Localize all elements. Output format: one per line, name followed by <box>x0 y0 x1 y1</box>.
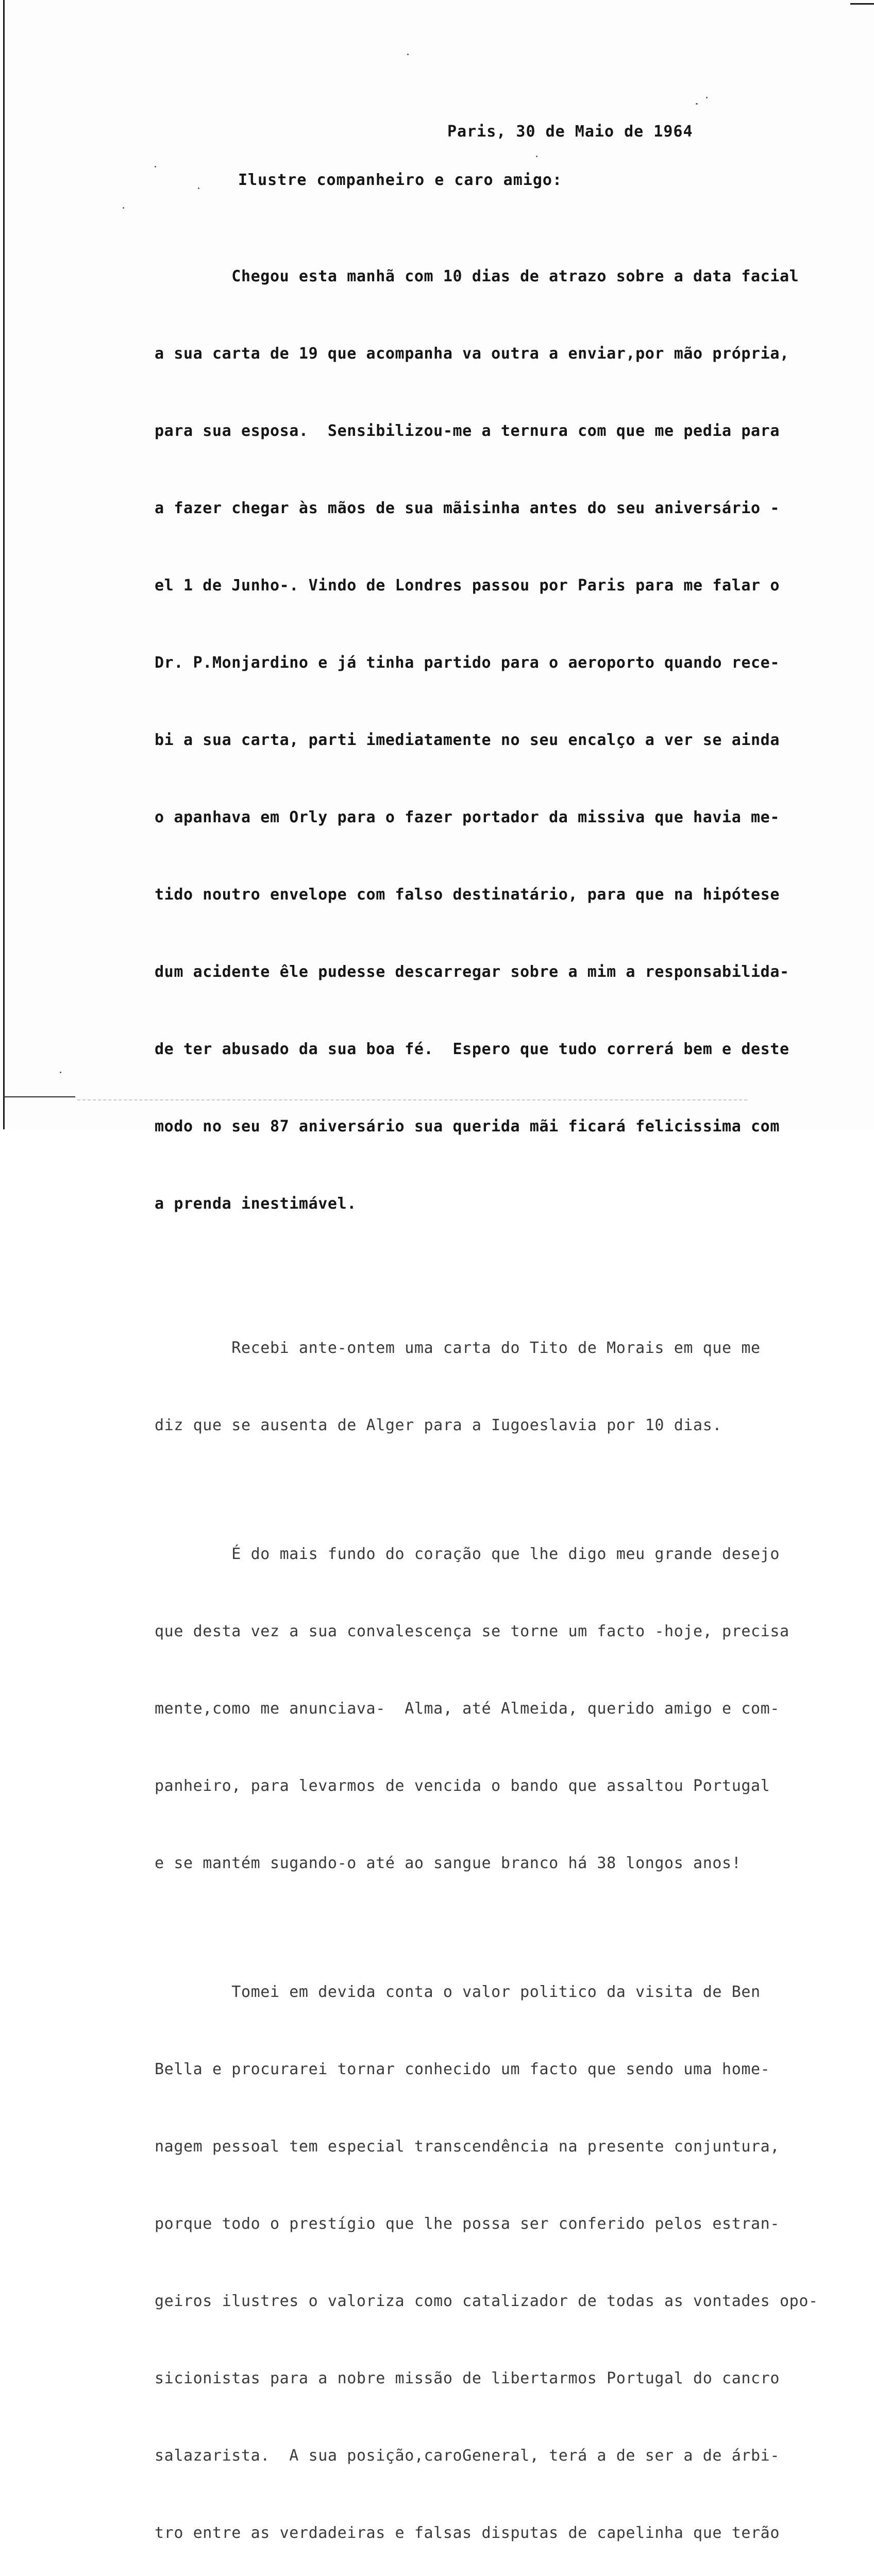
text-line: de ter abusado da sua boa fé. Espero que tudo correrá bem e deste <box>155 1040 789 1058</box>
text-line: tro entre as verdadeiras e falsas disputas de capelinha que terão <box>155 2524 780 2542</box>
scan-speck <box>123 207 124 209</box>
text-line: a fazer chegar às mãos de sua mãisinha antes do seu aniversário - <box>155 499 780 517</box>
dateline: Paris, 30 de Maio de 1964 <box>447 123 693 141</box>
text-line: Recebi ante-ontem uma carta do Tito de Morais em que me <box>155 1339 761 1357</box>
text-line: para sua esposa. Sensibilizou-me a ternura com que me pedia para <box>155 422 780 440</box>
paragraph-1 <box>155 212 845 1268</box>
scan-top-edge <box>850 3 874 5</box>
text-line: Chegou esta manhã com 10 dias de atrazo sobre a data facial <box>155 267 799 285</box>
text-line: el 1 de Junho-. Vindo de Londres passou por Paris para me falar o <box>155 577 780 595</box>
salutation: Ilustre companheiro e caro amigo: <box>238 171 563 189</box>
text-line: geiros ilustres o valoriza como catalizador de todas as vontades opo- <box>155 2292 818 2310</box>
text-line: que desta vez a sua convalescença se torne um facto -hoje, precisa <box>155 1622 789 1640</box>
letter <box>155 122 845 2576</box>
scan-speck <box>407 54 409 55</box>
text-line: bi a sua carta, parti imediatamente no seu encalço a ver se ainda <box>155 731 780 749</box>
text-line: panheiro, para levarmos de vencida o bando que assaltou Portugal <box>155 1777 770 1795</box>
text-line: porque todo o prestígio que lhe possa ser conferido pelos estran- <box>155 2215 780 2233</box>
scan-speck <box>696 103 698 105</box>
paragraph-2 <box>155 1284 845 1490</box>
scan-left-edge <box>3 0 5 1129</box>
text-line: nagem pessoal tem especial transcendência na presente conjuntura, <box>155 2138 780 2156</box>
scan-bottom-edge <box>3 1096 75 1097</box>
text-line: dum acidente êle pudesse descarregar sobre a mim a responsabilida- <box>155 963 789 981</box>
text-line: Tomei em devida conta o valor politico da visita de Ben <box>155 1983 761 2001</box>
text-line: modo no seu 87 aniversário sua querida mãi ficará felicissima com <box>155 1117 780 1136</box>
text-line: É do mais fundo do coração que lhe digo meu grande desejo <box>155 1545 780 1563</box>
text-line: o apanhava em Orly para o fazer portador da missiva que havia me- <box>155 808 780 826</box>
text-line: Dr. P.Monjardino e já tinha partido para o aeroporto quando rece- <box>155 654 780 672</box>
text-line: a prenda inestimável. <box>155 1195 357 1213</box>
scan-speck <box>706 97 708 98</box>
text-line: Bella e procurarei tornar conhecido um facto que sendo uma home- <box>155 2060 770 2078</box>
text-line: a sua carta de 19 que acompanha va outra a enviar,por mão própria, <box>155 345 789 363</box>
text-line: diz que se ausenta de Alger para a Iugoeslavia por 10 dias. <box>155 1416 722 1434</box>
scan-speck <box>60 1072 61 1073</box>
text-line: mente,como me anunciava- Alma, até Almeida, querido amigo e com- <box>155 1700 780 1718</box>
text-line: e se mantém sugando-o até ao sangue branco há 38 longos anos! <box>155 1854 742 1872</box>
text-line: tido noutro envelope com falso destinatário, para que na hipótese <box>155 886 780 904</box>
paragraph-4 <box>155 1928 845 2576</box>
text-line: sicionistas para a nobre missão de libertarmos Portugal do cancro <box>155 2369 780 2387</box>
text-line: salazarista. A sua posição,caroGeneral, terá a de ser a de árbi- <box>155 2447 780 2465</box>
paragraph-3 <box>155 1490 845 1928</box>
